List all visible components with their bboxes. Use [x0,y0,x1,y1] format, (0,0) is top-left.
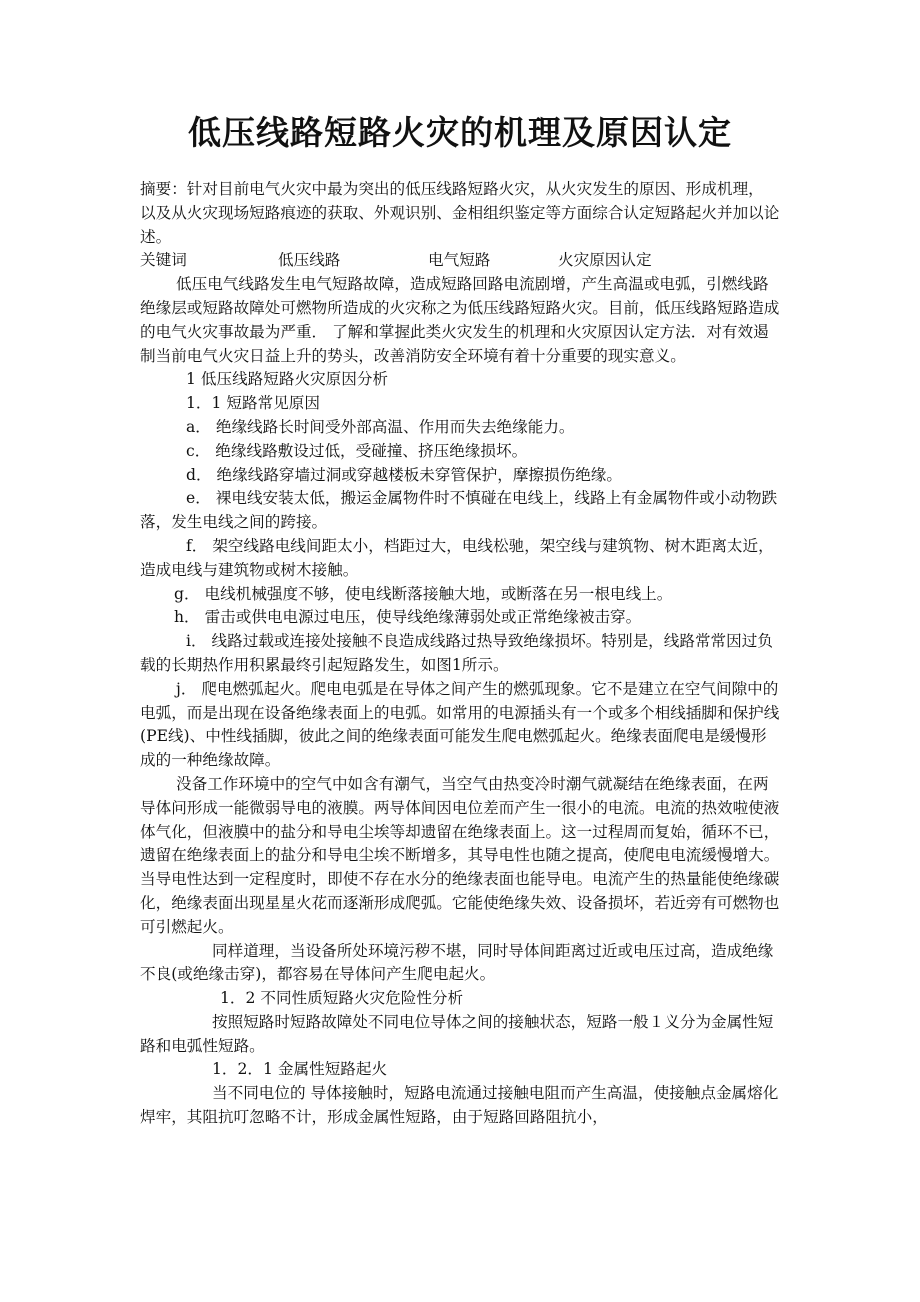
list-item: h． 雷击或供电电源过电压，使导线绝缘薄弱处或正常绝缘被击穿。 [174,608,642,627]
keyword: 低压线路 [278,251,341,270]
list-item: i． 线路过载或连接处接触不良造成线路过热导致绝缘损坏。特别是，线路常常因过负载的长期热作用积累最终引起短路发生，如图1所示。 [140,632,773,674]
subsection-heading: 1．2．1 金属性短路起火 [212,1060,388,1079]
paragraph: 低压电气线路发生电气短路故障，造成短路回路电流剧增，产生高温或电弧，引燃线路绝缘层或短路故障处可燃物所造成的火灾称之为低压线路短路火灾。目前，低压线路短路造成的电气火灾事故最为严重． 了解和掌握此类火灾发生的机理和火灾原因认定方法．对有效遏制当前电气火灾日益上升的势头，改善消防安全环境有着十分重要的现实意义。 [140,275,780,365]
document-title: 低压线路短路火灾的机理及原因认定 [188,113,732,152]
list-item: c． 绝缘线路敷设过低，受碰撞、挤压绝缘损坏。 [186,441,528,460]
list-item: j． 爬电燃弧起火。爬电电弧是在导体之间产生的燃弧现象。它不是建立在空气间隙中的电弧，而是出现在设备绝缘表面上的电弧。如常用的电源插头有一个或多个相线插脚和保护线(PE线)、中性线插脚，彼此之间的绝缘表面可能发生爬电燃弧起火。绝缘表面爬电是缓慢形成的一种绝缘故障。 [140,679,780,770]
subsection-heading: 1．2 不同性质短路火灾危险性分析 [220,989,464,1008]
list-item: f． 架空线路电线间距太小，档距过大，电线松驰，架空线与建筑物、树木距离太近，造成电线与建筑物或树木接触。 [140,536,774,579]
paragraph: 当不同电位的 导体接触时，短路电流通过接触电阻而产生高温，使接触点金属熔化焊牢，其阻抗叮忽略不计，形成金属性短路，由于短路回路阻抗小， [140,1084,779,1127]
paragraph: 按照短路时短路故障处不同电位导体之间的接触状态，短路一般１义分为金属性短路和电弧性短路。 [140,1012,774,1055]
keyword: 电气短路 [428,251,491,270]
keywords-label: 关键词 [140,251,187,270]
paragraph: 同样道理，当设备所处环境污秽不堪，同时导体间距离过近或电压过高，造成绝缘不良(或绝缘击穿)，都容易在导体问产生爬电起火。 [140,941,774,984]
keywords-line [140,249,782,273]
list-item: e． 裸电线安装太低，搬运金属物件时不慎碰在电线上，线路上有金属物件或小动物跌落，发生电线之间的跨接。 [140,489,778,532]
abstract: 摘要：针对目前电气火灾中最为突出的低压线路短路火灾，从火灾发生的原因、形成机理， 以及从火灾现场短路痕迹的获取、外观识别、金相组织鉴定等方面综合认定短路起火并加以论述。 [140,180,780,246]
section-heading: 1 低压线路短路火灾原因分析 [186,370,389,389]
list-item: g． 电线机械强度不够，使电线断落接触大地，或断落在另一根电线上。 [174,584,673,603]
list-item: a． 绝缘线路长时间受外部高温、作用而失去绝缘能力。 [186,417,575,436]
subsection-heading: 1．1 短路常见原因 [186,394,320,413]
document-body [140,178,782,1130]
paragraph: 没备工作环境中的空气中如含有潮气，当空气由热变冷时潮气就凝结在绝缘表面，在两导体问形成一能微弱导电的液膜。两导体间因电位差而产生一很小的电流。电流的热效啦使液体气化，但液膜中的盐分和导电尘埃等却遗留在绝缘表面上。这一过程周而复始，循环不已，遗留在绝缘表面上的盐分和导电尘埃不断增多，其导电性也随之提高，使爬电电流缓慢增大。当导电性达到一定程度时，即使不存在水分的绝缘表面也能导电。电流产生的热量能使绝缘碳化，绝缘表面出现星星火花而逐渐形成爬弧。它能使绝缘失效、设备损坏，若近旁有可燃物也可引燃起火。 [140,774,780,936]
keyword: 火灾原因认定 [558,251,652,270]
list-item: d． 绝缘线路穿墙过洞或穿越楼板未穿管保护，摩擦损伤绝缘。 [186,465,622,484]
